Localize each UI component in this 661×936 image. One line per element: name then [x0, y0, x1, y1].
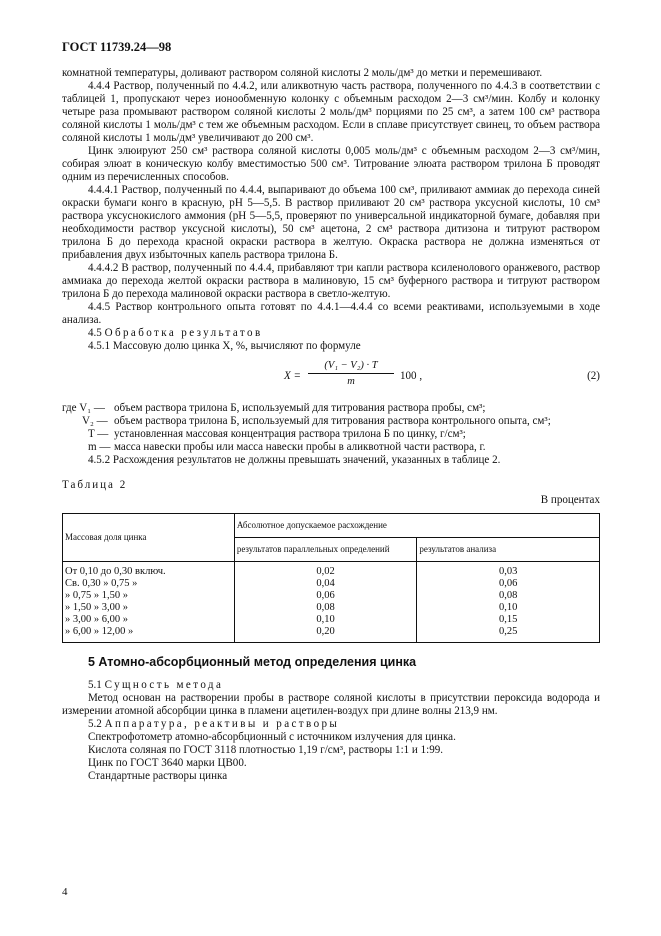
table-unit: В процентах — [540, 494, 600, 506]
list-item: Цинк по ГОСТ 3640 марки ЦВ00. — [88, 757, 247, 769]
cell-range: » 6,00 » 12,00 » — [63, 626, 235, 643]
paragraph-5-1: Метод основан на растворении пробы в растворе соляной кислоты в присутствии пероксида водорода и измерении атомной абсорбции цинка в пламени ацетилен-воздух при длине волны 213,9 нм. — [62, 692, 600, 717]
section-number: 5.2 — [88, 718, 102, 730]
definition-symbol: m — — [88, 441, 111, 453]
cell-analysis: 0,03 — [417, 562, 600, 579]
paragraph-elution: Цинк элюируют 250 см³ раствора соляной кислоты 0,005 моль/дм³ с объемным расходом 2—3 см³/мин, собирая элюат в коническую колбу вместимостью 500 см³. Титрование элюата раствором трилона Б проводят одним из перечисленных способов. — [62, 145, 600, 183]
cell-parallel: 0,06 — [234, 590, 417, 602]
page-number: 4 — [62, 886, 68, 898]
table-header-parallel: результатов параллельных определений — [234, 538, 417, 562]
cell-parallel: 0,08 — [234, 602, 417, 614]
table-row — [63, 590, 600, 602]
page-header: ГОСТ 11739.24—98 — [62, 40, 172, 54]
paragraph-4-5-1: 4.5.1 Массовую долю цинка X, %, вычисляют по формуле — [88, 340, 361, 352]
paragraph-4-5-2: 4.5.2 Расхождения результатов не должны превышать значений, указанных в таблице 2. — [88, 454, 501, 466]
cell-analysis: 0,06 — [417, 578, 600, 590]
section-5-1-heading — [62, 679, 600, 692]
paragraph-4-4-4: 4.4.4 Раствор, полученный по 4.4.2, или аликвотную часть раствора, полученного по 4.4.3 в соответствии с таблицей 1, пропускают через ионообменную колонку с объемным расходом 2—3 см³/мин. Колбу и колонку четыре раза промывают раствором соляной кислоты 2 моль/дм³ порциями по 25 см³, а затем 100 см³ раствора соляной кислоты 1 моль/дм³ с тем же объемным расходом. Если в сплаве присутствует свинец, то объем раствора соляной кислоты 1 моль/дм³ увеличивают до 200 см³. — [62, 80, 600, 144]
definition-text: объем раствора трилона Б, используемый для титрования раствора контрольного опыта, см³; — [114, 415, 551, 427]
definition-text: установленная массовая концентрация раствора трилона Б по цинку, г/см³; — [114, 428, 466, 440]
list-item: Спектрофотометр атомно-абсорбционный с источником излучения для цинка. — [88, 731, 456, 743]
definition — [62, 402, 600, 415]
paragraph-4-4-5: 4.4.5 Раствор контрольного опыта готовят по 4.4.1—4.4.4 со всеми реактивами, используемыми в ходе анализа. — [62, 301, 600, 326]
cell-parallel: 0,02 — [234, 562, 417, 579]
cell-range: Св. 0,30 » 0,75 » — [63, 578, 235, 590]
table-caption: Таблица 2 — [62, 479, 128, 491]
table-row — [63, 578, 600, 590]
table-2 — [62, 513, 600, 643]
definition — [62, 415, 600, 428]
table-row — [63, 626, 600, 643]
definition-symbol: где V₁ — — [62, 402, 105, 414]
section-title: Сущность метода — [104, 679, 224, 691]
table-header-zinc-fraction: Массовая доля цинка — [63, 514, 235, 562]
table-row — [63, 614, 600, 626]
formula-number: (2) — [587, 370, 600, 382]
formula-lhs: X = — [284, 370, 301, 382]
definition-symbol: T — — [88, 428, 109, 440]
paragraph-4-4-4-2: 4.4.4.2 В раствор, полученный по 4.4.4, прибавляют три капли раствора ксиленолового оранжевого, раствор аммиака до перехода желтой окраски раствора в малиновую, 15 см³ буферного раствора и титруют раствором трилона Б до перехода малиновой окраски раствора в светло-желтую. — [62, 262, 600, 300]
definition — [62, 441, 600, 454]
list-item: Кислота соляная по ГОСТ 3118 плотностью 1,19 г/см³, растворы 1:1 и 1:99. — [88, 744, 444, 756]
cell-range: » 3,00 » 6,00 » — [63, 614, 235, 626]
table-header-group: Абсолютное допускаемое расхождение — [234, 514, 599, 538]
section-title: Обработка результатов — [104, 327, 263, 339]
cell-parallel: 0,10 — [234, 614, 417, 626]
section-number: 4.5 — [88, 327, 102, 339]
formula-numerator: (V₁ − V₂) · T — [308, 359, 394, 374]
section-5-title: 5 Атомно-абсорбционный метод определения цинка — [88, 655, 417, 669]
list-item: Стандартные растворы цинка — [88, 770, 228, 782]
definition-symbol: V₂ — — [82, 415, 108, 427]
definition — [62, 428, 600, 441]
cell-analysis: 0,15 — [417, 614, 600, 626]
section-4-5-heading — [62, 327, 600, 340]
table-header-analysis: результатов анализа — [417, 538, 600, 562]
definition-text: масса навески пробы или масса навески пробы в аликвотной части раствора, г. — [114, 441, 486, 453]
cell-range: » 1,50 » 3,00 » — [63, 602, 235, 614]
paragraph: комнатной температуры, доливают раствором соляной кислоты 2 моль/дм³ до метки и перемешивают. — [62, 67, 543, 79]
formula-definitions — [62, 402, 600, 454]
formula-factor: 100 , — [400, 370, 423, 382]
section-title: Аппаратура, реактивы и растворы — [104, 718, 340, 730]
cell-parallel: 0,20 — [234, 626, 417, 643]
cell-parallel: 0,04 — [234, 578, 417, 590]
table-row — [63, 602, 600, 614]
definition-text: объем раствора трилона Б, используемый для титрования раствора пробы, см³; — [114, 402, 486, 414]
section-5-2-heading — [62, 718, 600, 731]
table-row — [63, 562, 600, 579]
paragraph-4-4-4-1: 4.4.4.1 Раствор, полученный по 4.4.4, выпаривают до объема 100 см³, приливают аммиак до перехода синей окраски бумаги конго в красную, рН 5—5,5. В раствор приливают 20 см³ раствора уксусной кислоты, 10 см³ раствора уксуснокислого аммония (рН 5—5,5, проверяют по универсальной индикаторной бумаге, добавляя при необходимости раствор уксусной кислоты), 50 см³ ацетона, 2 см³ раствора дитизона и титруют раствором трилона Б до перехода красной окраски раствора в желтую. Окраска раствора не должна изменяться от прибавления двух избыточных капель раствора трилона Б. — [62, 184, 600, 261]
formula-denominator: m — [347, 376, 355, 387]
section-number: 5.1 — [88, 679, 102, 691]
cell-analysis: 0,25 — [417, 626, 600, 643]
page-body — [62, 67, 600, 783]
cell-analysis: 0,08 — [417, 590, 600, 602]
cell-range: » 0,75 » 1,50 » — [63, 590, 235, 602]
formula-fraction — [308, 359, 394, 388]
cell-analysis: 0,10 — [417, 602, 600, 614]
formula-2 — [62, 359, 600, 399]
cell-range: От 0,10 до 0,30 включ. — [63, 562, 235, 579]
